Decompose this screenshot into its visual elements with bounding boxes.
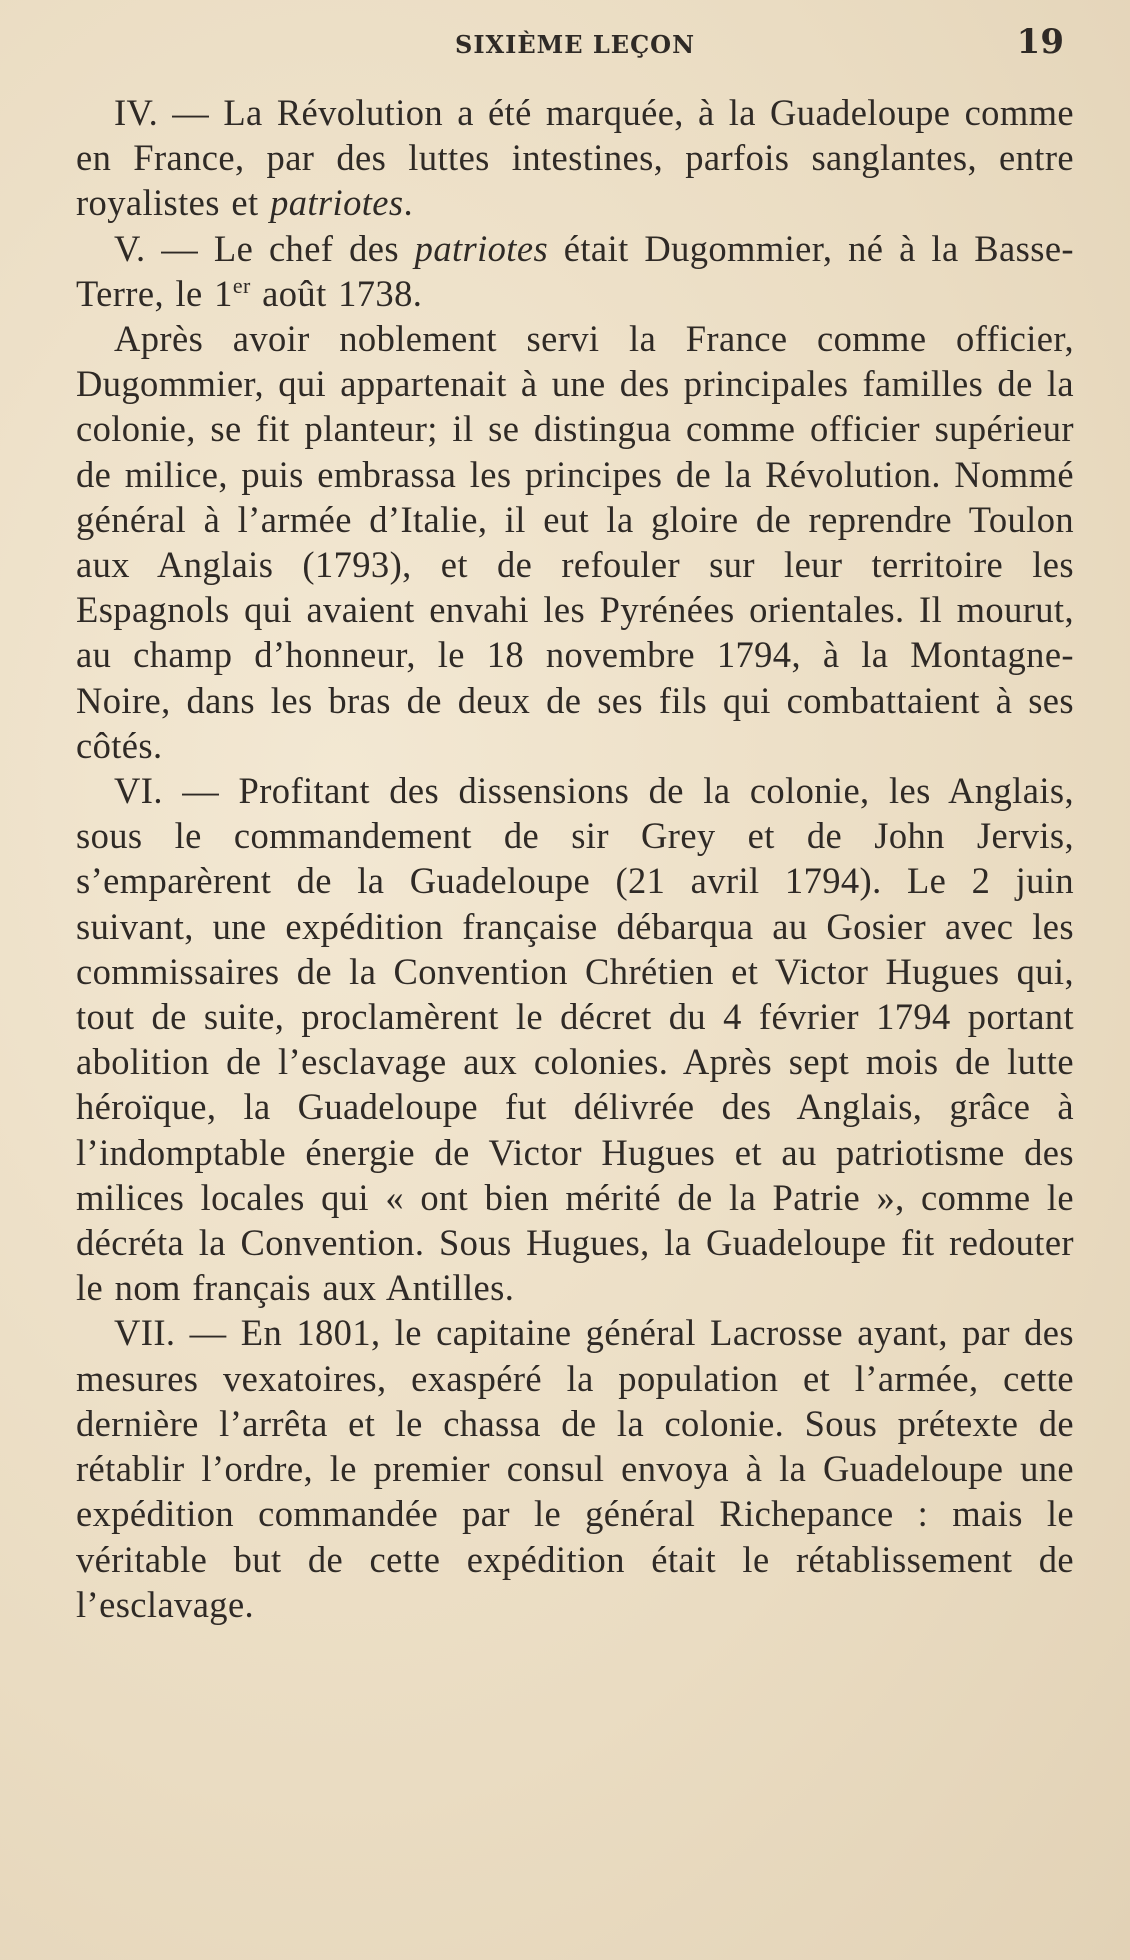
paragraph-vi: VI. — Profitant des dissensions de la colonie, les Anglais, sous le commandement de sir Grey et de John Jervis, s’emparèrent de la Guadeloupe (21 avril 1794). Le 2 juin suivant, une expédition française débarqua au Gosier avec les commissaires de la Convention Chrétien et Victor Hugues qui, tout de suite, proclamèrent le décret du 4 février 1794 portant abolition de l’esclavage aux colonies. Après sept mois de lutte héroïque, la Guadeloupe fut délivrée des Anglais, grâce à l’indomptable énergie de Victor Hugues et au patriotisme des milices locales qui « ont bien mérité de la Patrie », comme le décréta la Convention. Sous Hugues, la Guadeloupe fit redouter le nom français aux Antilles. (76, 770, 1074, 1309)
paragraph-v-superscript: er (232, 272, 251, 298)
paragraph-v (76, 226, 1074, 316)
paragraph-v-lead: V. — Le chef des (114, 227, 415, 269)
paragraph-v-mid: était Dugommier, né à la Basse-Terre, le 1 (76, 227, 1074, 314)
paragraph-iv-lead: IV. — La Révolution a été marquée, à la Guadeloupe comme en France, par des luttes intestines, parfois sanglantes, entre royalistes et (76, 92, 1074, 224)
page-number: 19 (1016, 22, 1064, 62)
paragraph-v-italic: patriotes (414, 227, 549, 269)
paragraph-vii: VII. — En 1801, le capitaine général Lacrosse ayant, par des mesures vexatoires, exaspéré la population et l’armée, cette dernière l’arrêta et le chassa de la colonie. Sous prétexte de rétablir l’ordre, le premier consul envoya à la Guadeloupe une expédition commandée par le général Richepance : mais le véritable but de cette expédition était le rétablissement de l’esclavage. (76, 1312, 1074, 1625)
paragraph-iv (76, 90, 1074, 226)
paragraph-v-tail: août 1738. (250, 272, 423, 314)
paragraph-iv-tail: . (403, 182, 414, 224)
paragraph-iv-italic: patriotes (270, 182, 404, 224)
running-head (76, 14, 1074, 66)
body-text (76, 90, 1074, 1627)
paragraph-v-continued: Après avoir noblement servi la France comme officier, Dugommier, qui appartenait à une des principales familles de la colonie, se fit planteur; il se distingua comme officier supérieur de milice, puis embrassa les principes de la Révolution. Nommé général à l’armée d’Italie, il eut la gloire de reprendre Toulon aux Anglais (1793), et de refouler sur leur territoire les Espagnols qui avaient envahi les Pyrénées orientales. Il mourut, au champ d’honneur, le 18 novembre 1794, à la Montagne-Noire, dans les bras de deux de ses fils qui combattaient à ses côtés. (76, 318, 1074, 766)
running-title: SIXIÈME LEÇON (454, 30, 696, 59)
